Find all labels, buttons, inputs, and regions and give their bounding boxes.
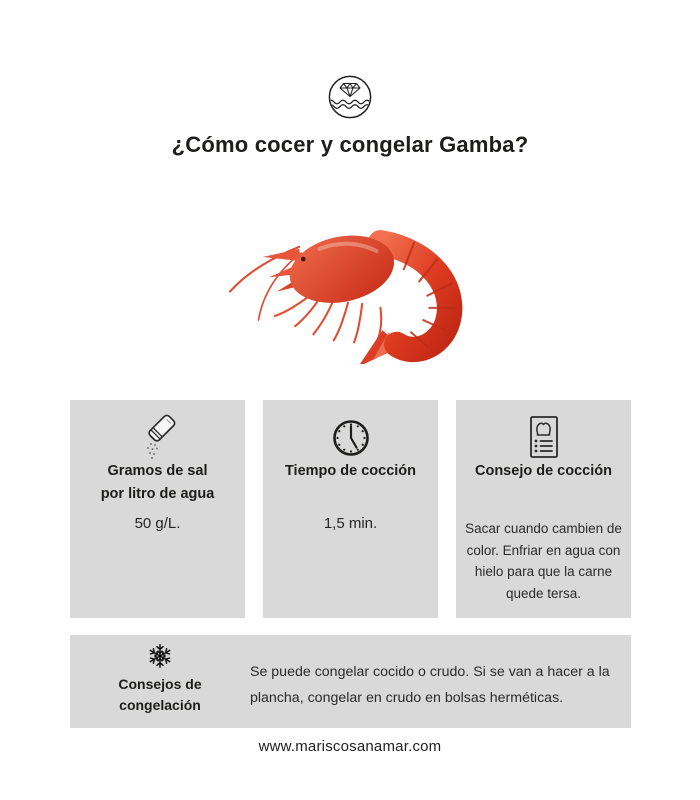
freezing-text: Se puede congelar cocido o crudo. Si se van a hacer a la plancha, congelar en crudo en bolsas herméticas. [250,664,610,706]
shrimp-photo [228,206,472,364]
website-url: www.mariscosanamar.com [258,738,442,755]
page-title: ¿Cómo cocer y congelar Gamba? [171,132,529,157]
salt-shaker-icon [70,414,245,462]
shrimp-illustration [228,206,472,364]
brand-logo [326,73,374,121]
card-time-heading [267,460,434,483]
card-cooking-tip-value: Sacar cuando cambien de color. Enfriar en agua con hielo para que la carne quede tersa. [465,521,622,601]
card-time [263,400,438,618]
freezing-heading [70,674,250,716]
freezing-heading-line1: Consejos de [118,676,202,692]
card-salt-heading-line2: por litro de agua [100,486,215,502]
card-salt-heading [74,460,241,506]
card-time-value: 1,5 min. [323,515,378,532]
freezing-heading-line2: congelación [119,697,201,713]
snowflake-icon [70,642,250,670]
card-cooking-tip-heading [460,460,627,483]
card-time-heading-line1: Tiempo de cocción [284,463,417,479]
card-salt [70,400,245,618]
card-salt-heading-line1: Gramos de sal [107,463,208,479]
clock-icon [263,414,438,462]
diamond-waves-icon [326,73,374,121]
freezing-card [70,635,631,728]
info-cards-row [70,400,631,618]
recipe-card-icon [456,414,631,462]
card-cooking-tip-heading-line1: Consejo de cocción [475,463,612,479]
card-salt-value: 50 g/L. [134,515,181,532]
freezing-card-left [70,635,250,728]
card-cooking-tip [456,400,631,618]
